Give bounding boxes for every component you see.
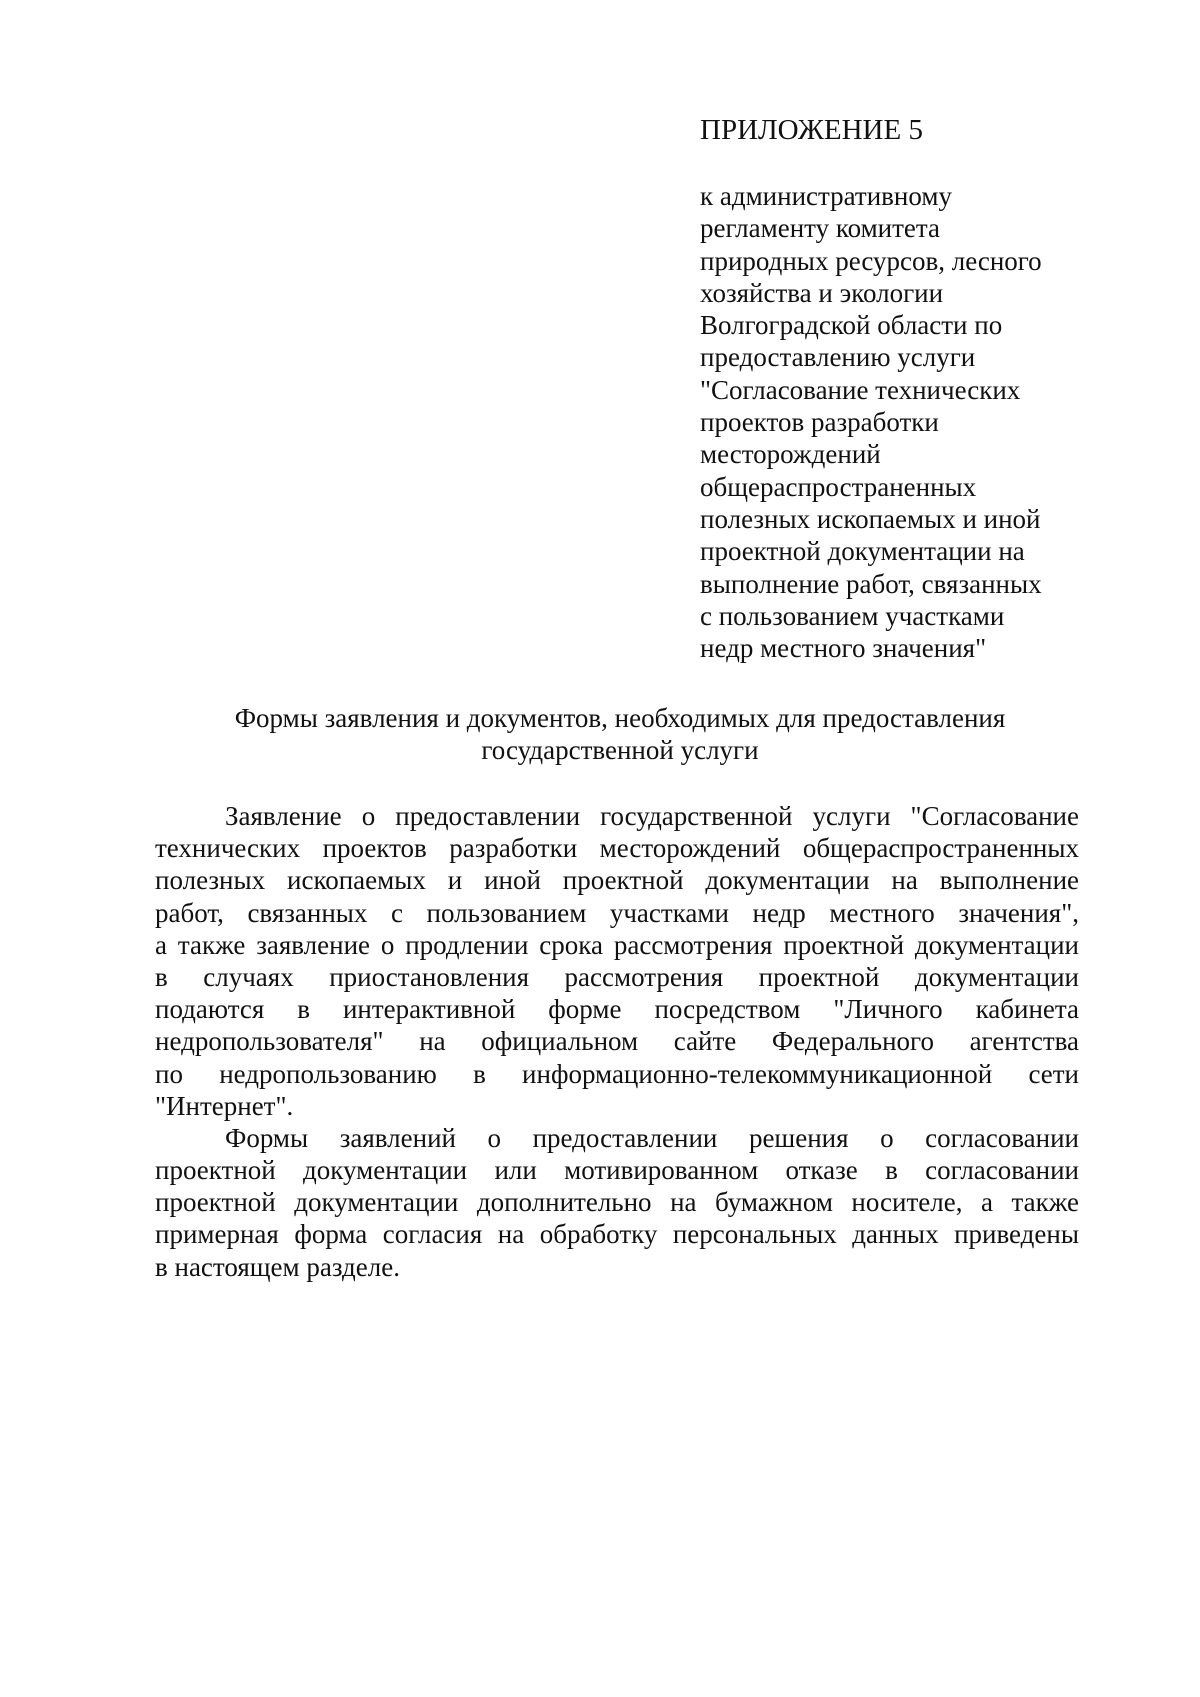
appendix-reference-line: проектов разработки xyxy=(700,407,939,438)
section-heading-line: государственной услуги xyxy=(481,735,759,765)
paragraph-line: недропользователя" на официальном сайте Федерального агентства xyxy=(155,1026,1079,1057)
appendix-reference-line: хозяйства и экологии xyxy=(700,277,944,308)
body-text xyxy=(155,800,1079,1283)
appendix-reference xyxy=(700,180,1100,664)
paragraph-line: Заявление о предоставлении государственной услуги "Согласование xyxy=(225,801,1079,831)
appendix-reference-line: регламенту комитета xyxy=(700,213,941,244)
appendix-reference-line: полезных ископаемых и иной xyxy=(700,503,1041,534)
paragraph-line: подаются в интерактивной форме посредством "Личного кабинета xyxy=(155,994,1079,1025)
paragraph-1 xyxy=(155,800,1079,1122)
paragraph-line: примерная форма согласия на обработку персональных данных приведены xyxy=(155,1219,1079,1250)
paragraph-line: в настоящем разделе. xyxy=(155,1251,400,1282)
paragraph-line: а также заявление о продлении срока рассмотрения проектной документации xyxy=(155,929,1079,960)
appendix-reference-line: Волгоградской области по xyxy=(700,310,1003,341)
section-heading xyxy=(150,702,1090,766)
appendix-reference-line: "Согласование технических xyxy=(700,374,1021,405)
paragraph-line: работ, связанных с пользованием участками недр местного значения", xyxy=(155,897,1079,928)
appendix-reference-line: с пользованием участками xyxy=(700,600,1005,631)
paragraph-line: проектной документации дополнительно на бумажном носителе, а также xyxy=(155,1187,1079,1218)
appendix-reference-line: проектной документации на xyxy=(700,536,1025,567)
paragraph-2 xyxy=(155,1122,1079,1283)
appendix-reference-line: выполнение работ, связанных xyxy=(700,568,1042,599)
paragraph-line: полезных ископаемых и иной проектной документации на выполнение xyxy=(155,865,1079,896)
appendix-reference-line: месторождений xyxy=(700,439,881,470)
section-heading-line: Формы заявления и документов, необходимых для предоставления xyxy=(234,703,1006,733)
appendix-title: ПРИЛОЖЕНИЕ 5 xyxy=(700,114,923,146)
appendix-reference-line: к административному xyxy=(700,181,952,211)
paragraph-line: в случаях приостановления рассмотрения проектной документации xyxy=(155,961,1079,992)
appendix-reference-line: природных ресурсов, лесного xyxy=(700,245,1042,276)
paragraph-line: проектной документации или мотивированном отказе в согласовании xyxy=(155,1155,1079,1186)
paragraph-line: "Интернет". xyxy=(155,1090,294,1121)
appendix-reference-line: недр местного значения" xyxy=(700,633,987,664)
paragraph-line: по недропользованию в информационно-телекоммуникационной сети xyxy=(155,1058,1079,1089)
appendix-reference-line: предоставлению услуги xyxy=(700,342,976,373)
appendix-reference-line: общераспространенных xyxy=(700,471,977,502)
paragraph-line: Формы заявлений о предоставлении решения о согласовании xyxy=(225,1122,1079,1153)
paragraph-line: технических проектов разработки месторождений общераспространенных xyxy=(155,833,1079,864)
